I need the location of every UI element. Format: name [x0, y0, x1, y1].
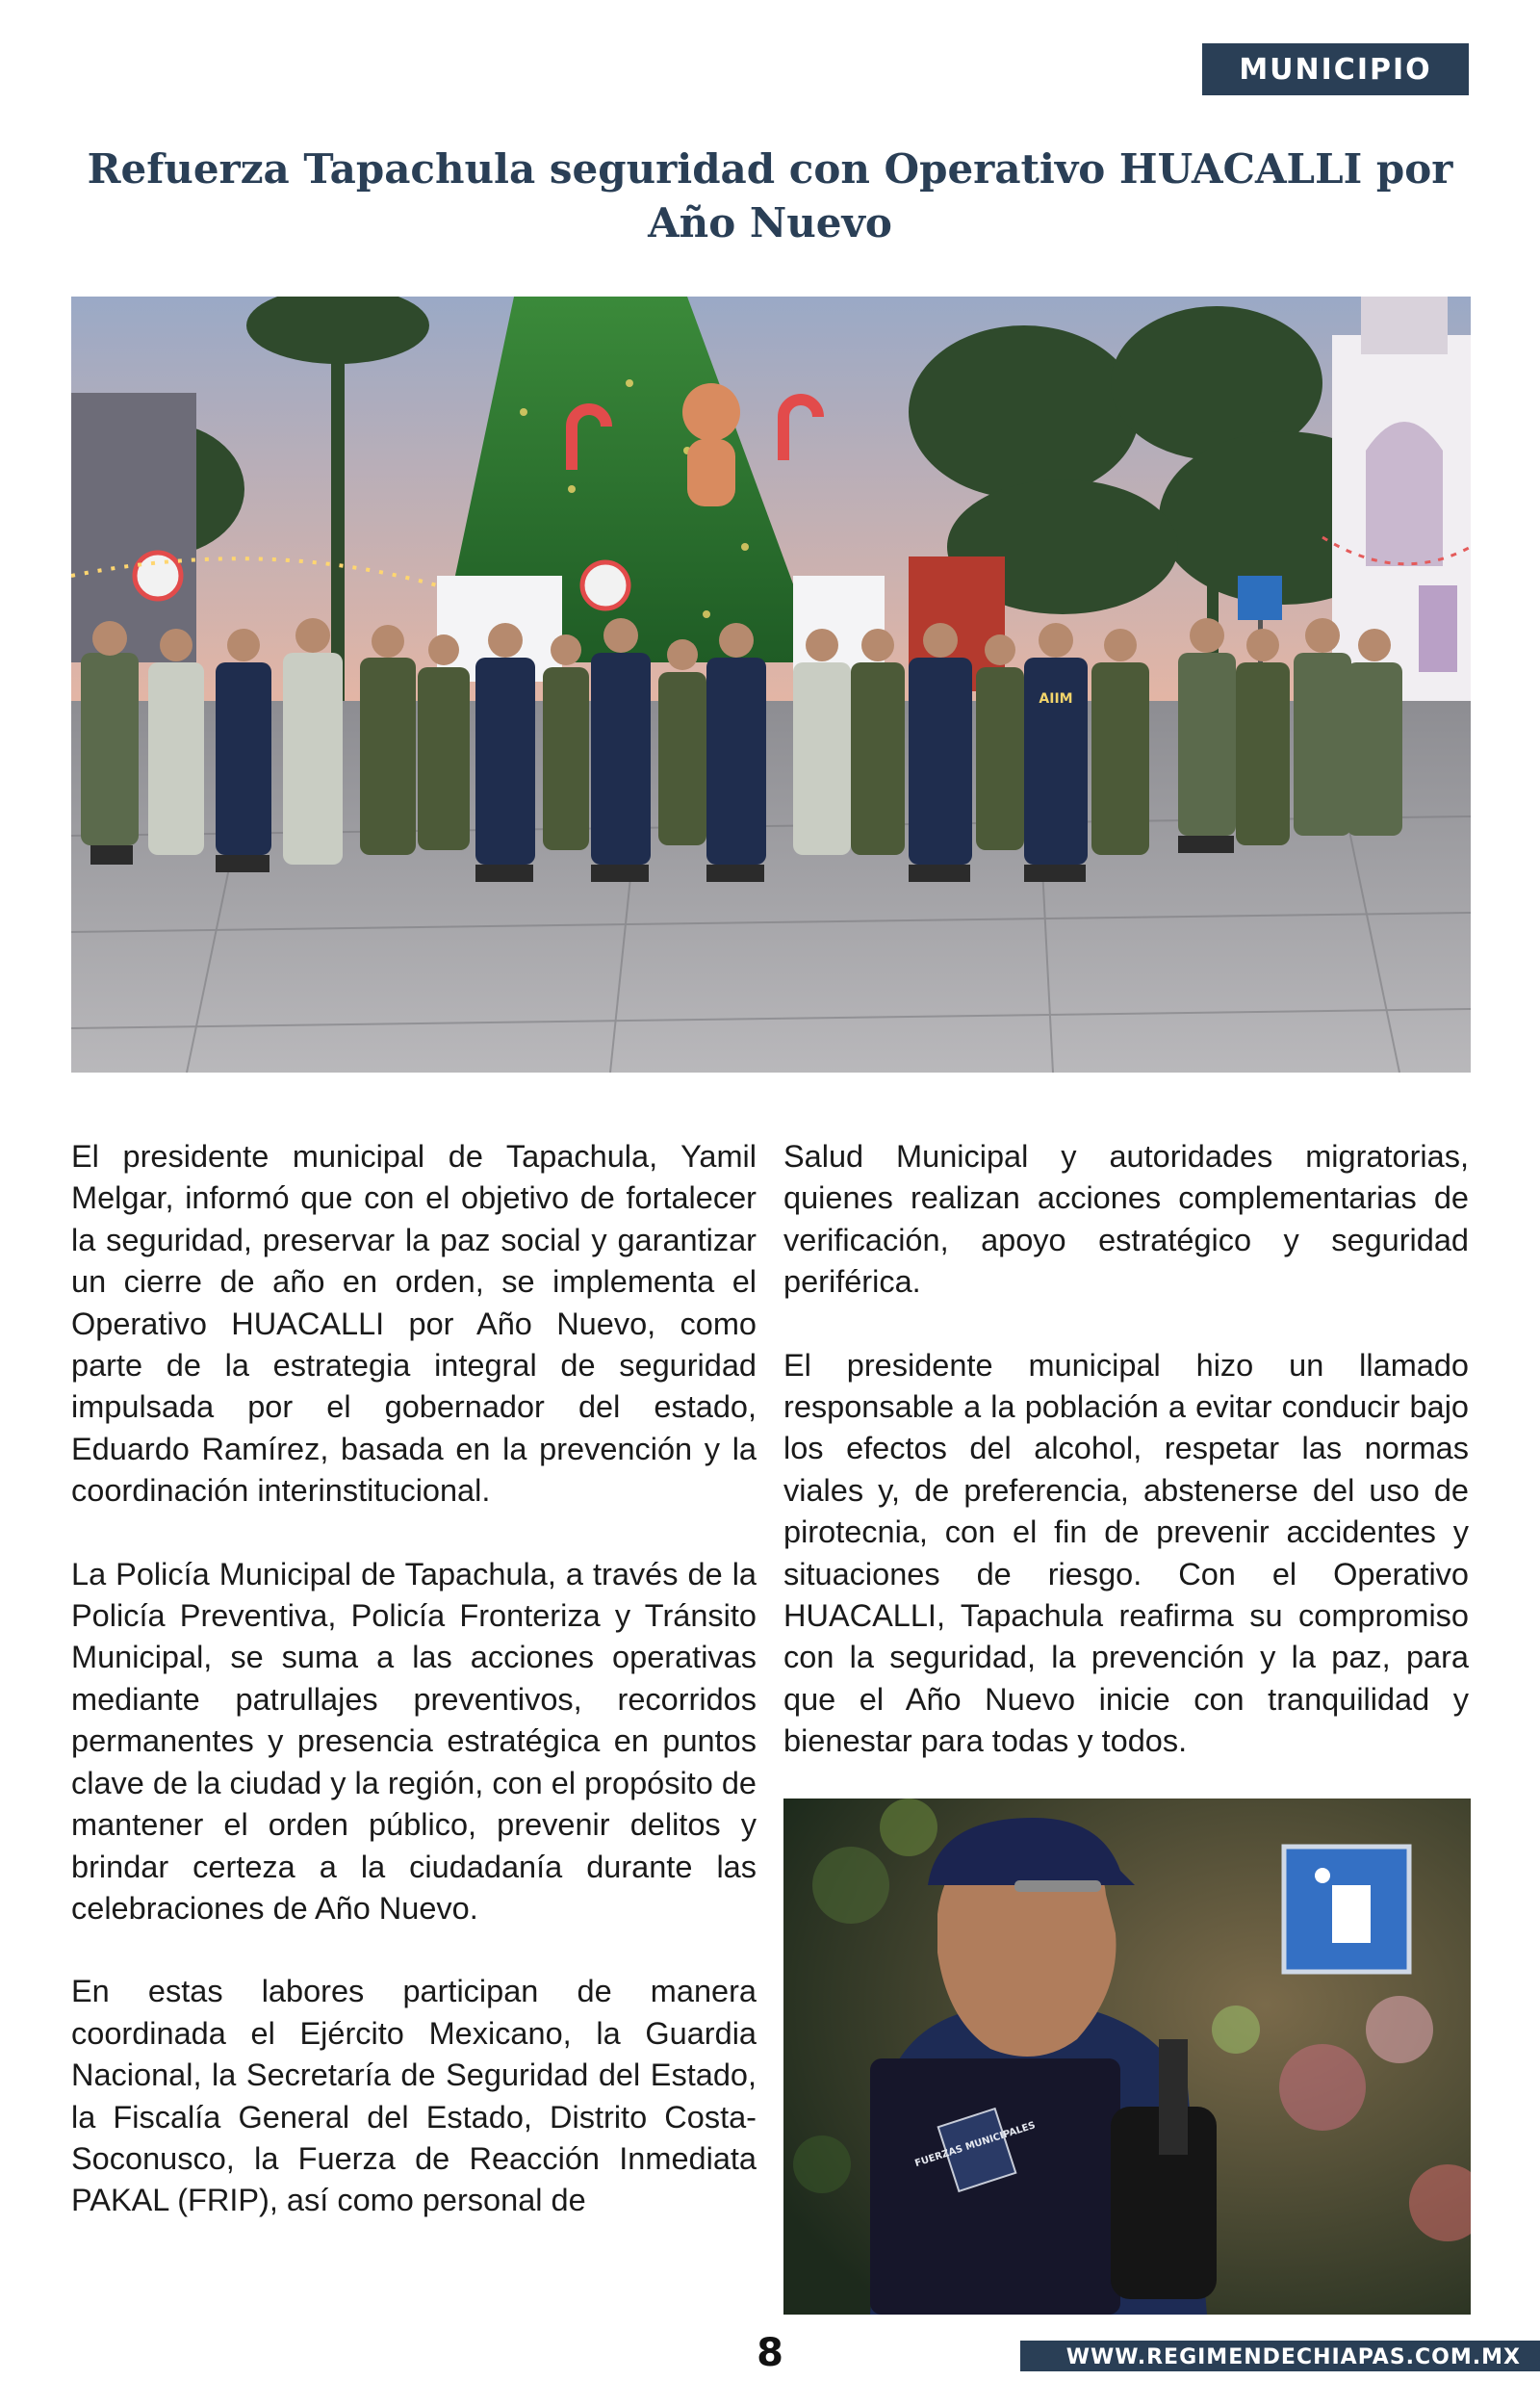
paragraph: La Policía Municipal de Tapachula, a través de la Policía Preventiva, Policía Fronteriza y Tránsito Municipal, se suma a las acciones operativas mediante patrullajes preventivos, recorridos permanentes y presencia estratégica en puntos clave de la ciudad y la región, con el propósito de mantener el orden público, prevenir delitos y brindar certeza a la ciudadanía durante las celebraciones de Año Nuevo.: [71, 1556, 757, 1926]
paragraph: En estas labores participan de manera coordinada el Ejército Mexicano, la Guardia Nacional, la Secretaría de Seguridad del Estado, la Fiscalía General del Estado, Distrito Costa-Soconusco, la Fuerza de Reacción Inmediata PAKAL (FRIP), así como personal de: [71, 1974, 757, 2218]
trash-sign: [1238, 576, 1282, 620]
vest-label: AIIM: [1039, 691, 1073, 707]
website-url: WWW.REGIMENDECHIAPAS.COM.MX: [1065, 2345, 1521, 2369]
article-headline: Refuerza Tapachula seguridad con Operativo HUACALLI por Año Nuevo: [87, 145, 1453, 246]
article-left-column: [71, 1136, 757, 2264]
article-right-column: [783, 1136, 1469, 1804]
paragraph: El presidente municipal hizo un llamado responsable a la población a evitar conducir bajo los efectos del alcohol, respetar las normas viales y, de preferencia, abstenerse del uso de pirotecnia, con el fin de prevenir accidentes y situaciones de riesgo. Con el Operativo HUACALLI, Tapachula reafirma su compromiso con la seguridad, la prevención y la paz, para que el Año Nuevo inicie con tranquilidad y bienestar para todas y todos.: [783, 1347, 1469, 1759]
officer-photo: [783, 1799, 1471, 2315]
uniform-patch: FUERZAS MUNICIPALES: [913, 2120, 1038, 2170]
paragraph: Salud Municipal y autoridades migratorias, quienes realizan acciones complementarias de verificación, apoyo estratégico y seguridad periférica.: [783, 1139, 1469, 1300]
paragraph: El presidente municipal de Tapachula, Yamil Melgar, informó que con el objetivo de fortalecer la seguridad, preservar la paz social y garantizar un cierre de año en orden, se implementa el Operativo HUACALLI por Año Nuevo, como parte de la estrategia integral de seguridad impulsada por el gobernador del estado, Eduardo Ramírez, basada en la prevención y la coordinación interinstitucional.: [71, 1139, 757, 1509]
group-photo: [71, 297, 1471, 1073]
page-number: 8: [757, 2331, 783, 2375]
section-label: MUNICIPIO: [1202, 43, 1469, 95]
